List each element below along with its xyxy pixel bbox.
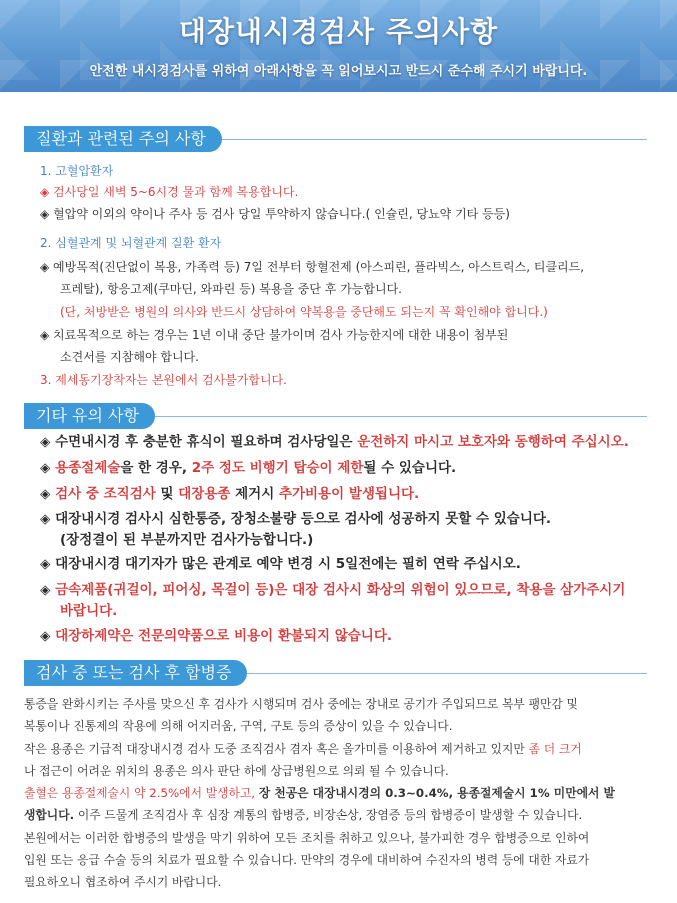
note-polypectomy-flight: ◈ 용종절제술을 한 경우, 2주 정도 비행기 탑승이 제한될 수 있습니다. — [40, 460, 457, 476]
note-metal-items: ◈ 금속제품(귀걸이, 피어싱, 목걸이 등)은 대장 검사시 화상의 위험이 있으므로, 착용을 삼가주시기 — [40, 582, 626, 598]
item-cardio-title: 2. 심혈관계 및 뇌혈관계 질환 환자 — [40, 236, 222, 250]
header-banner — [0, 0, 677, 92]
complication-text: 출혈은 용종절제술시 약 2.5%에서 발생하고, 장 천공은 대장내시경의 0.3~0.4%, 용종절제술시 1% 미만에서 발 — [24, 786, 615, 800]
section-title-disease: 질환과 관련된 주의 사항 — [24, 126, 222, 152]
page-subtitle: 안전한 내시경검사를 위하여 아래사항을 꼭 읽어보시고 반드시 준수해 주시기 바랍니다. — [89, 64, 588, 79]
item-cardio-line: ◈ 예방목적(진단없이 복용, 가족력 등) 7일 전부터 항혈전제 (아스피린, 플라빅스, 아스트릭스, 티클리드, — [40, 260, 585, 274]
note-sedation: ◈ 수면내시경 후 충분한 휴식이 필요하며 검사당일은 운전하지 마시고 보호자와 동행하여 주십시오. — [40, 434, 629, 450]
page-title: 대장내시경검사 주의사항 — [178, 15, 499, 48]
item-cardio-line: 프레탈), 항응고제(쿠마딘, 와파린 등) 복용을 중단 후 가능합니다. — [60, 282, 402, 296]
item-defibrillator: 3. 제세동기장착자는 본원에서 검사불가합니다. — [40, 373, 287, 387]
note-may-fail-detail: (장정결이 된 부분까지만 검사가능합니다.) — [60, 532, 314, 548]
note-extra-cost: ◈ 검사 중 조직검사 및 대장용종 제거시 추가비용이 발생됩니다. — [40, 486, 420, 502]
complication-text: 통증을 완화시키는 주사를 맞으신 후 검사가 시행되며 검사 중에는 장내로 공기가 주입되므로 복부 팽만감 및 — [24, 697, 578, 711]
complication-text: 필요하오니 협조하여 주시기 바랍니다. — [24, 875, 222, 889]
note-metal-items-cont: 바랍니다. — [60, 603, 118, 619]
section-title-other: 기타 유의 사항 — [24, 403, 155, 429]
item-cardio-line: 소견서를 지참해야 합니다. — [60, 350, 199, 364]
complication-text: 복통이나 진통제의 작용에 의해 어지러움, 구역, 구토 등의 증상이 있을 수 있습니다. — [24, 719, 453, 733]
complication-text: 본원에서는 이러한 합병증의 발생을 막기 위하여 모든 조치를 취하고 있으나, 불가피한 경우 합병증으로 인하여 — [24, 831, 590, 845]
item-hypertension-line: ◈ 혈압약 이외의 약이나 주사 등 검사 당일 투약하지 않습니다.( 인슐린, 당뇨약 기타 등등) — [40, 207, 510, 221]
item-cardio-warning: (단, 처방받은 병원의 의사와 반드시 상담하여 약복용을 중단해도 되는지 꼭 확인해야 합니다.) — [60, 305, 548, 319]
complication-text: 작은 용종은 기급적 대장내시경 검사 도중 조직검사 겸자 혹은 올가미를 이용하여 제거하고 있지만 좀 더 크거 — [24, 742, 582, 756]
item-hypertension-title: 1. 고혈압환자 — [40, 164, 114, 178]
complication-text: 나 접근이 어려운 위치의 용종은 의사 판단 하에 상급병원으로 의뢰 될 수 있습니다. — [24, 764, 449, 778]
complication-text: 생합니다. 이주 드물게 조직검사 후 심장 계통의 합병증, 비장손상, 장염증 등의 합병증이 발생할 수 있습니다. — [24, 808, 583, 822]
note-laxative-refund: ◈ 대장하제약은 전문의약품으로 비용이 환불되지 않습니다. — [40, 628, 393, 644]
note-reschedule: ◈ 대장내시경 대기자가 많은 관계로 예약 변경 시 5일전에는 필히 연락 주십시오. — [40, 556, 521, 572]
section-title-complications: 검사 중 또는 검사 후 합병증 — [24, 660, 247, 686]
item-hypertension-line: ◈ 검사당일 새벽 5~6시경 물과 함께 복용합니다. — [40, 185, 299, 199]
note-may-fail: ◈ 대장내시경 검사시 심한통증, 장청소불량 등으로 검사에 성공하지 못할 수 있습니다. — [40, 511, 552, 527]
complication-text: 입원 또는 응급 수술 등의 치료가 필요할 수 있습니다. 만약의 경우에 대비하여 수진자의 병력 등에 대한 자료가 — [24, 853, 590, 867]
item-cardio-line: ◈ 치료목적으로 하는 경우는 1년 이내 중단 불가이며 검사 가능한지에 대한 내용이 첨부된 — [40, 328, 509, 342]
